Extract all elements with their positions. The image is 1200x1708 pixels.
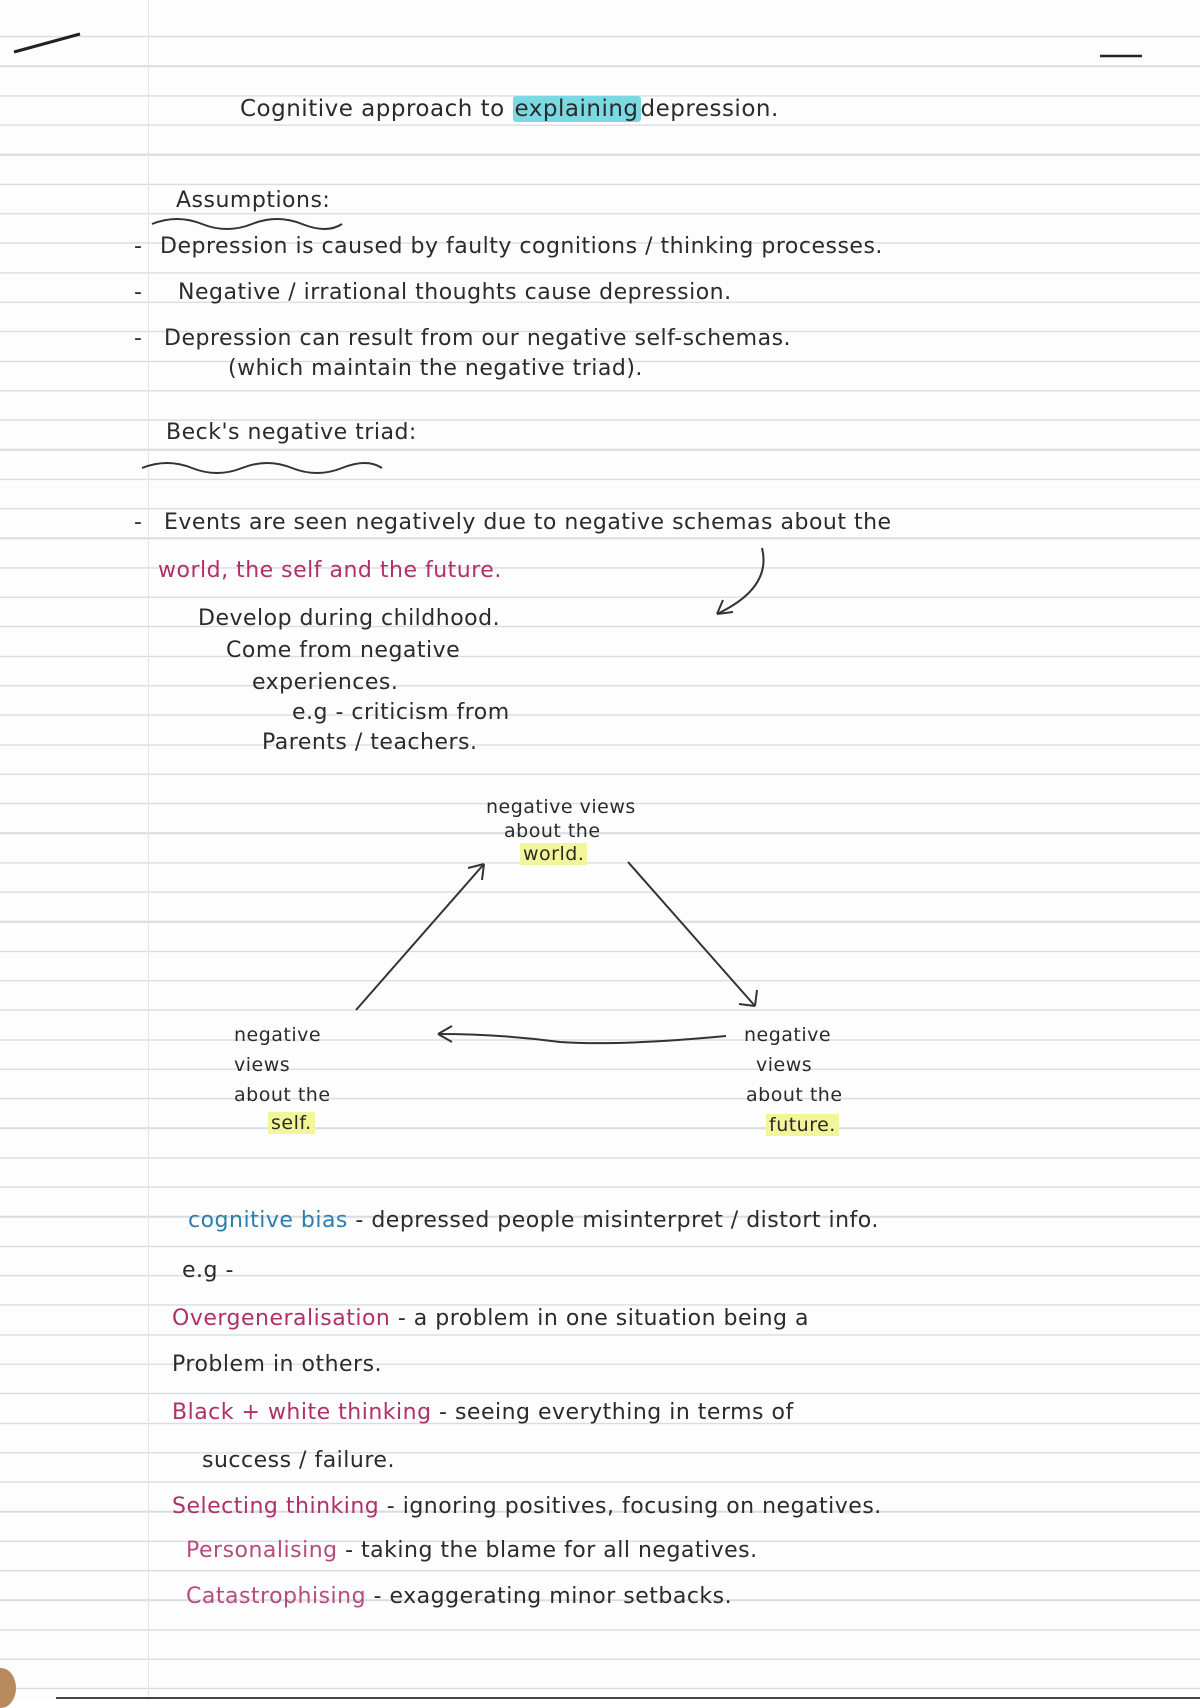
title-highlight: explaining: [514, 96, 639, 122]
bias-selecting: Selecting thinking - ignoring positives, focusing on negatives.: [172, 1494, 882, 1519]
assumption-2: Negative / irrational thoughts cause depression.: [178, 280, 732, 305]
corner-pen-stroke: [14, 34, 80, 52]
bias-overgeneralisation-cont: Problem in others.: [172, 1352, 383, 1377]
triad-left-line3: about the: [234, 1084, 331, 1106]
develop-line-4: e.g - criticism from: [292, 700, 510, 725]
develop-line-1: Develop during childhood.: [198, 606, 501, 631]
beck-bullet-line1: Events are seen negatively due to negative schemas about the: [164, 510, 892, 535]
beck-heading: Beck's negative triad:: [166, 420, 417, 445]
develop-line-2: Come from negative: [226, 638, 461, 663]
bullet-dash: -: [134, 326, 142, 351]
triad-top-line2: about the: [504, 820, 601, 842]
curved-arrow: [717, 548, 764, 614]
triad-top-highlight: world.: [520, 843, 587, 865]
bias-black-white: Black + white thinking - seeing everything in terms of: [172, 1400, 794, 1425]
bullet-dash: -: [134, 510, 142, 535]
triad-arrow-world-to-future: [628, 862, 755, 1006]
triad-left-highlight: self.: [268, 1112, 315, 1134]
triad-left-line1: negative: [234, 1024, 322, 1046]
triad-right-highlight: future.: [766, 1114, 839, 1136]
assumption-1: Depression is caused by faulty cognitions / thinking processes.: [160, 234, 883, 259]
beck-bullet-line2: world, the self and the future.: [158, 558, 502, 583]
bullet-dash: -: [134, 280, 142, 305]
triad-arrow-future-to-self: [438, 1034, 726, 1043]
develop-line-5: Parents / teachers.: [262, 730, 478, 755]
eg-label: e.g -: [182, 1258, 234, 1283]
assumption-3: Depression can result from our negative self-schemas.: [164, 326, 792, 351]
bullet-dash: -: [134, 234, 142, 259]
assumption-3-cont: (which maintain the negative triad).: [228, 356, 643, 381]
assumptions-underline: [152, 219, 342, 229]
page-bottom-edge: [56, 1697, 1200, 1699]
triad-right-line2: views: [756, 1054, 813, 1076]
assumptions-heading: Assumptions:: [176, 188, 331, 213]
triad-top-line1: negative views: [486, 796, 636, 818]
triad-right-line1: negative: [744, 1024, 832, 1046]
triad-arrow-self-to-world: [356, 864, 484, 1010]
triad-right-line3: about the: [746, 1084, 843, 1106]
develop-line-3: experiences.: [252, 670, 399, 695]
bias-overgeneralisation: Overgeneralisation - a problem in one situation being a: [172, 1306, 810, 1331]
bias-catastrophising: Catastrophising - exaggerating minor setbacks.: [186, 1584, 733, 1609]
bias-black-white-cont: success / failure.: [202, 1448, 395, 1473]
triad-left-line2: views: [234, 1054, 291, 1076]
cognitive-bias-line: cognitive bias - depressed people misinterpret / distort info.: [188, 1208, 879, 1233]
beck-underline: [142, 463, 382, 473]
page-title: Cognitive approach to explainingdepression.: [240, 96, 779, 122]
bias-personalising: Personalising - taking the blame for all negatives.: [186, 1538, 758, 1563]
